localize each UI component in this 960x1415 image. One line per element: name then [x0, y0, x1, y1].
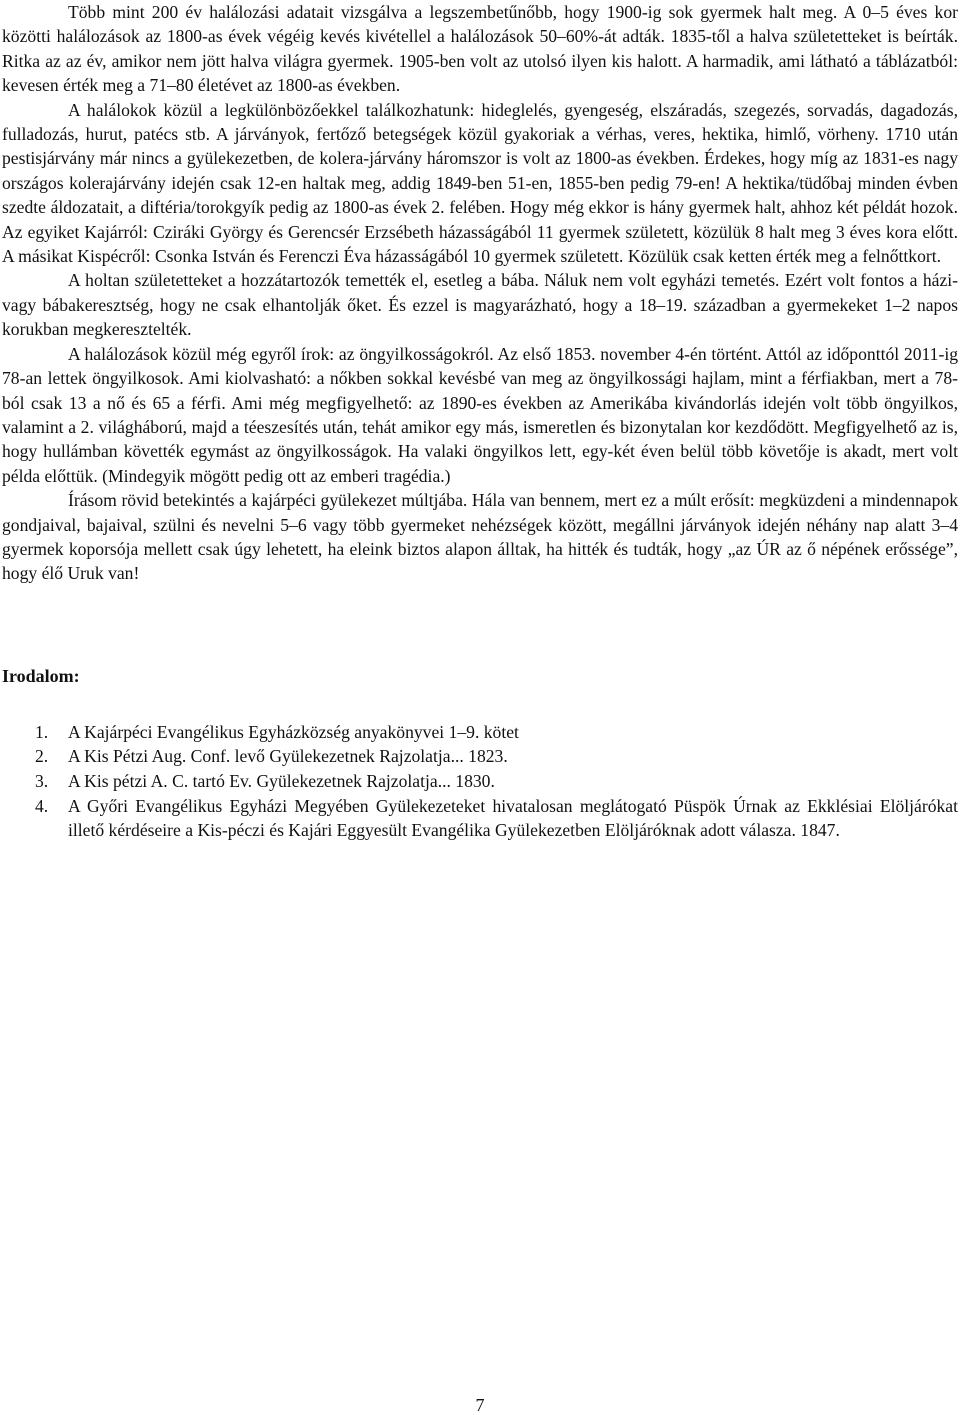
bibliography-item-text: A Kajárpéci Evangélikus Egyházközség anyakönyvei 1–9. kötet [68, 721, 519, 742]
bibliography-item-text: A Kis Pétzi Aug. Conf. levő Gyülekezetnek Rajzolatja... 1823. [68, 746, 508, 767]
bibliography-heading: Irodalom: [2, 665, 80, 686]
paragraph-mortality-data: Több mint 200 év halálozási adatait vizsgálva a legszembetűnőbb, hogy 1900-ig sok gyermek halt meg. A 0–5 éves kor közötti halálozások az 1800-as évek végéig kevés kivétellel a halálozások 50–60%-át adták. 1835-től a halva születetteket is beírták. Ritka az az év, amikor nem jött halva világra gyermek. 1905-ben volt az utolsó ilyen kis halott. A harmadik, ami látható a táblázatból: kevesen érték meg a 71–80 életévet az 1800-as években. [2, 2, 958, 96]
paragraph-conclusion: Írásom rövid betekintés a kajárpéci gyülekezet múltjába. Hála van bennem, mert ez a múlt erősít: megküzdeni a mindennapok gondjaival, bajaival, szülni és nevelni 5–6 vagy több gyermeket nehézségek között, megállni járványok idején néhány nap alatt 3–4 gyermek koporsója mellett csak úgy lehetett, ha eleink biztos alapon álltak, ha hitték és tudták, hogy „az ÚR az ő népének erőssége”, hogy élő Uruk van! [2, 490, 958, 584]
bibliography-item [2, 794, 958, 843]
bibliography-item-text: A Győri Evangélikus Egyházi Megyében Gyülekezeteket hivatalosan meglátogató Püspök Úrnak az Ekklésiai Elöljárókat illető kérdéseire a Kis-péczi és Kajári Eggyesült Evangélika Gyülekezetben Elöljáróknak adott válasza. 1847. [68, 795, 958, 841]
bibliography-item-number: 4. [35, 795, 49, 816]
paragraph-suicides: A halálozások közül még egyről írok: az öngyilkosságokról. Az első 1853. november 4-én történt. Attól az időponttól 2011-ig 78-an lettek öngyilkosok. Ami kiolvasható: a nőkben sokkal kevésbé van meg az öngyilkossági hajlam, mint a férfiakban, mert a 78-ból csak 13 a nő és 65 a férfi. Ami még megfigyelhető: az 1890-es években az Amerikába kivándorlás idején volt több öngyilkos, valamint a 2. világháború, majd a téeszesítés után, tehát amikor egy más, ismeretlen és bizonytalan kor kezdődött. Megfigyelhető az is, hogy hullámban követték egymást az öngyilkosságok. Ha valaki öngyilkos lett, egy-két éven belül több követője is akadt, mert volt példa előttük. (Mindegyik mögött pedig ott az emberi tragédia.) [2, 343, 958, 486]
section-spacer [2, 586, 958, 664]
bibliography-list [2, 720, 958, 843]
page-number: 7 [475, 1395, 485, 1415]
paragraph-causes-of-death: A halálokok közül a legkülönbözőekkel találkozhatunk: hideglelés, gyengeség, elszáradás, szegezés, sorvadás, dagadozás, fulladozás, hurut, patécs stb. A járványok, fertőző betegségek közül gyakoriak a vérhas, veres, hektika, himlő, vörheny. 1710 után pestisjárvány már nincs a gyülekezetben, de kolera-járvány háromszor is volt az 1800-as években. Érdekes, hogy míg az 1831-es nagy országos kolerajárvány idején csak 12-en haltak meg, addig 1849-ben 51-en, 1855-ben pedig 79-en! A hektika/tüdőbaj minden évben szedte áldozatait, a diftéria/torokgyík pedig az 1800-as évek 2. felében. Hogy még ekkor is hány gyermek halt, ahhoz két példát hozok. Az egyiket Kajárról: Cziráki György és Gerencsér Erzsébeth házasságából 11 gyermek született, közülük 8 halt meg 3 éves kora előtt. A másikat Kispécről: Csonka István és Ferenczi Éva házasságából 10 gyermek született. Közülük csak ketten érték meg a felnőttkort. [2, 99, 958, 267]
bibliography-item [2, 744, 958, 769]
bibliography-item-text: A Kis pétzi A. C. tartó Ev. Gyülekezetnek Rajzolatja... 1830. [68, 770, 495, 791]
bibliography-item [2, 769, 958, 794]
bibliography-item [2, 720, 958, 745]
document-page [2, 0, 958, 843]
bibliography-item-number: 2. [35, 746, 49, 767]
bibliography-item-number: 3. [35, 770, 49, 791]
paragraph-stillborn-burial: A holtan születetteket a hozzátartozók temették el, esetleg a bába. Náluk nem volt egyházi temetés. Ezért volt fontos a házi- vagy bábakeresztség, hogy ne csak elhantolják őket. És ezzel is magyarázható, hogy a 18–19. században a gyermekeket 1–2 napos korukban megkeresztelték. [2, 270, 958, 340]
bibliography-item-number: 1. [35, 721, 49, 742]
